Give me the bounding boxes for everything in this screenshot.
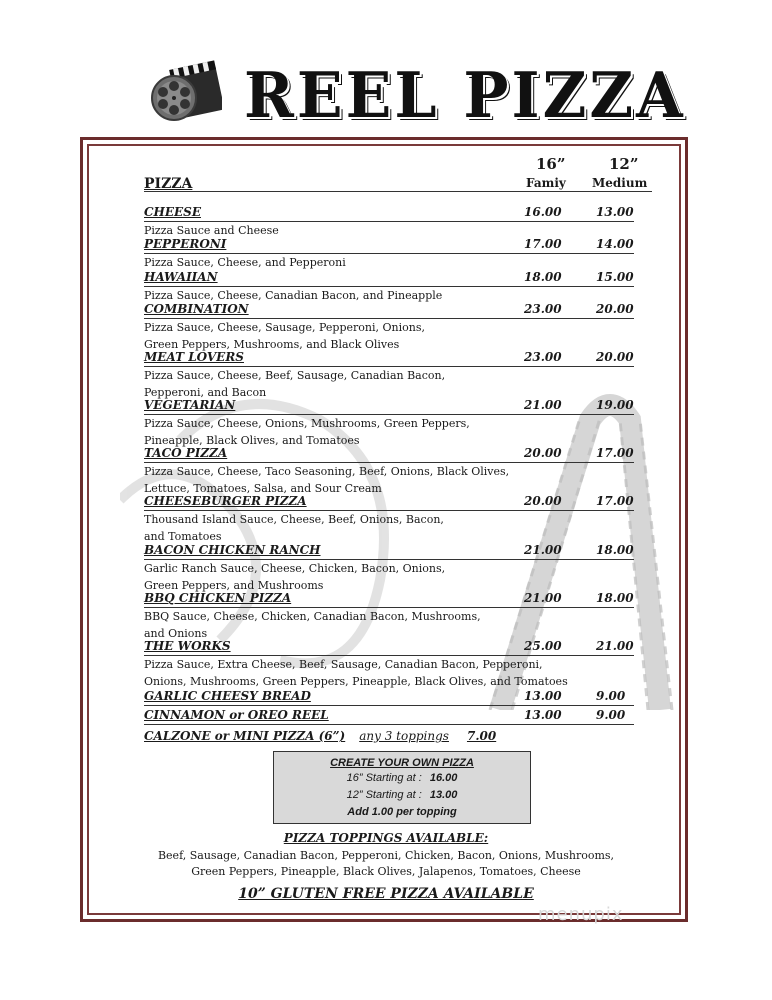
price-12: 19.00 — [596, 398, 634, 412]
menu-item-row — [144, 446, 634, 463]
item-name: CINNAMON or OREO REEL — [144, 708, 329, 722]
item-description: Pizza Sauce, Cheese, Sausage, Pepperoni, Onions, — [144, 321, 425, 334]
menu-item — [144, 302, 634, 352]
item-description: Onions, Mushrooms, Green Peppers, Pineapple, Black Olives, and Tomatoes — [144, 674, 568, 688]
price-16: 21.00 — [524, 543, 562, 557]
item-description: and Tomatoes — [144, 529, 222, 543]
price-16: 23.00 — [524, 302, 562, 316]
menu-item-row — [144, 350, 634, 367]
item-description: Lettuce, Tomatoes, Salsa, and Sour Cream — [144, 481, 382, 495]
item-name: BBQ CHICKEN PIZZA — [144, 591, 292, 605]
item-description: Pineapple, Black Olives, and Tomatoes — [144, 433, 360, 447]
item-name: BACON CHICKEN RANCH — [144, 543, 321, 557]
menu-item-row — [144, 689, 634, 706]
price-12: 15.00 — [596, 270, 634, 284]
price-12: 14.00 — [596, 237, 634, 251]
price-16: 20.00 — [524, 446, 562, 460]
price-12: 13.00 — [596, 205, 634, 219]
gluten-free-note: 10” GLUTEN FREE PIZZA AVAILABLE — [238, 886, 534, 902]
menu-item — [144, 350, 634, 400]
item-name: TACO PIZZA — [144, 446, 228, 460]
item-description: Pizza Sauce, Extra Cheese, Beef, Sausage, Canadian Bacon, Pepperoni, — [144, 658, 543, 671]
cyo-line-16: 16” Starting at : 16.00 — [346, 772, 458, 784]
item-name: HAWAIIAN — [144, 270, 218, 284]
menu-item-row — [144, 639, 634, 656]
pizza-section-label: PIZZA — [144, 176, 193, 192]
price-16: 23.00 — [524, 350, 562, 364]
menu-item-row — [144, 591, 634, 608]
item-description: Garlic Ranch Sauce, Cheese, Chicken, Bacon, Onions, — [144, 562, 446, 575]
price-12: 9.00 — [596, 689, 626, 703]
item-description: Green Peppers, Mushrooms, and Black Olives — [144, 337, 400, 351]
size-12-heading: 12” — [609, 155, 639, 173]
menu-item — [144, 543, 634, 593]
menu-item — [144, 446, 634, 496]
item-description: Green Peppers, and Mushrooms — [144, 578, 324, 592]
price-16: 16.00 — [524, 205, 562, 219]
price-12: 18.00 — [596, 591, 634, 605]
menu-header — [0, 52, 772, 137]
cyo-title: CREATE YOUR OWN PIZZA — [330, 757, 474, 769]
item-description: Pepperoni, and Bacon — [144, 385, 267, 399]
menu-item-row — [144, 270, 634, 287]
film-reel-clapperboard-icon — [150, 60, 222, 126]
calzone-price: 7.00 — [466, 729, 497, 743]
create-your-own-box — [273, 751, 531, 824]
item-description: Pizza Sauce, Cheese, Beef, Sausage, Canadian Bacon, — [144, 369, 446, 382]
item-name: CHEESEBURGER PIZZA — [144, 494, 307, 508]
price-16: 21.00 — [524, 591, 562, 605]
calzone-note: any 3 toppings — [359, 729, 449, 743]
price-16: 18.00 — [524, 270, 562, 284]
menu-item — [144, 398, 634, 448]
price-16: 21.00 — [524, 398, 562, 412]
item-description: BBQ Sauce, Cheese, Chicken, Canadian Bacon, Mushrooms, — [144, 610, 481, 623]
item-description: Pizza Sauce, Cheese, Taco Seasoning, Beef, Onions, Black Olives, — [144, 465, 510, 478]
menu-item — [144, 708, 634, 725]
price-12: 17.00 — [596, 494, 634, 508]
item-name: PEPPERONI — [144, 237, 227, 251]
medium-label: Medium — [592, 176, 648, 190]
calzone-item — [144, 729, 496, 743]
menu-item — [144, 639, 634, 689]
item-name: COMBINATION — [144, 302, 249, 316]
price-12: 18.00 — [596, 543, 634, 557]
item-name: MEAT LOVERS — [144, 350, 244, 364]
price-16: 13.00 — [524, 689, 562, 703]
item-description: Thousand Island Sauce, Cheese, Beef, Onions, Bacon, — [144, 513, 444, 526]
size-16-heading: 16” — [536, 155, 566, 173]
menu-item-row — [144, 494, 634, 511]
item-name: THE WORKS — [144, 639, 231, 653]
price-12: 21.00 — [596, 639, 634, 653]
menu-item-row — [144, 302, 634, 319]
menu-item-row — [144, 398, 634, 415]
menu-item-row — [144, 237, 634, 254]
item-description: Pizza Sauce, Cheese, Onions, Mushrooms, Green Peppers, — [144, 417, 470, 430]
menu-item — [144, 237, 634, 271]
menu-item — [144, 689, 634, 706]
menu-item-row — [144, 708, 634, 725]
toppings-list: Beef, Sausage, Canadian Bacon, Pepperoni, Chicken, Bacon, Onions, Mushrooms, Green Peppers, Pineapple, Black Olives, Jalapenos, Tomatoes, Cheese — [157, 849, 615, 878]
restaurant-title: REEL PIZZA — [244, 59, 686, 133]
price-12: 20.00 — [596, 302, 634, 316]
price-16: 25.00 — [524, 639, 562, 653]
menu-item — [144, 205, 634, 239]
item-name: VEGETARIAN — [144, 398, 236, 412]
calzone-name: CALZONE or MINI PIZZA (6”) — [144, 729, 346, 743]
item-description: Pizza Sauce, Cheese, and Pepperoni — [144, 256, 346, 269]
price-12: 20.00 — [596, 350, 634, 364]
price-16: 20.00 — [524, 494, 562, 508]
price-12: 9.00 — [596, 708, 626, 722]
menu-item — [144, 270, 634, 304]
item-name: CHEESE — [144, 205, 201, 219]
family-label: Famiy — [526, 176, 566, 190]
cyo-line-topping: Add 1.00 per topping — [347, 806, 457, 818]
menu-item — [144, 591, 634, 641]
menu-item-row — [144, 543, 634, 560]
item-description: Pizza Sauce and Cheese — [144, 224, 279, 237]
price-12: 17.00 — [596, 446, 634, 460]
item-description: Pizza Sauce, Cheese, Canadian Bacon, and Pineapple — [144, 289, 443, 302]
menu-item-row — [144, 205, 634, 222]
item-name: GARLIC CHEESY BREAD — [144, 689, 311, 703]
pizza-section-heading — [144, 173, 652, 192]
toppings-title: PIZZA TOPPINGS AVAILABLE: — [283, 831, 489, 845]
menu-item — [144, 494, 634, 544]
price-16: 17.00 — [524, 237, 562, 251]
item-description: and Onions — [144, 626, 208, 640]
menupix-watermark: menupix — [538, 904, 624, 925]
cyo-line-12: 12” Starting at : 13.00 — [346, 789, 458, 801]
price-16: 13.00 — [524, 708, 562, 722]
